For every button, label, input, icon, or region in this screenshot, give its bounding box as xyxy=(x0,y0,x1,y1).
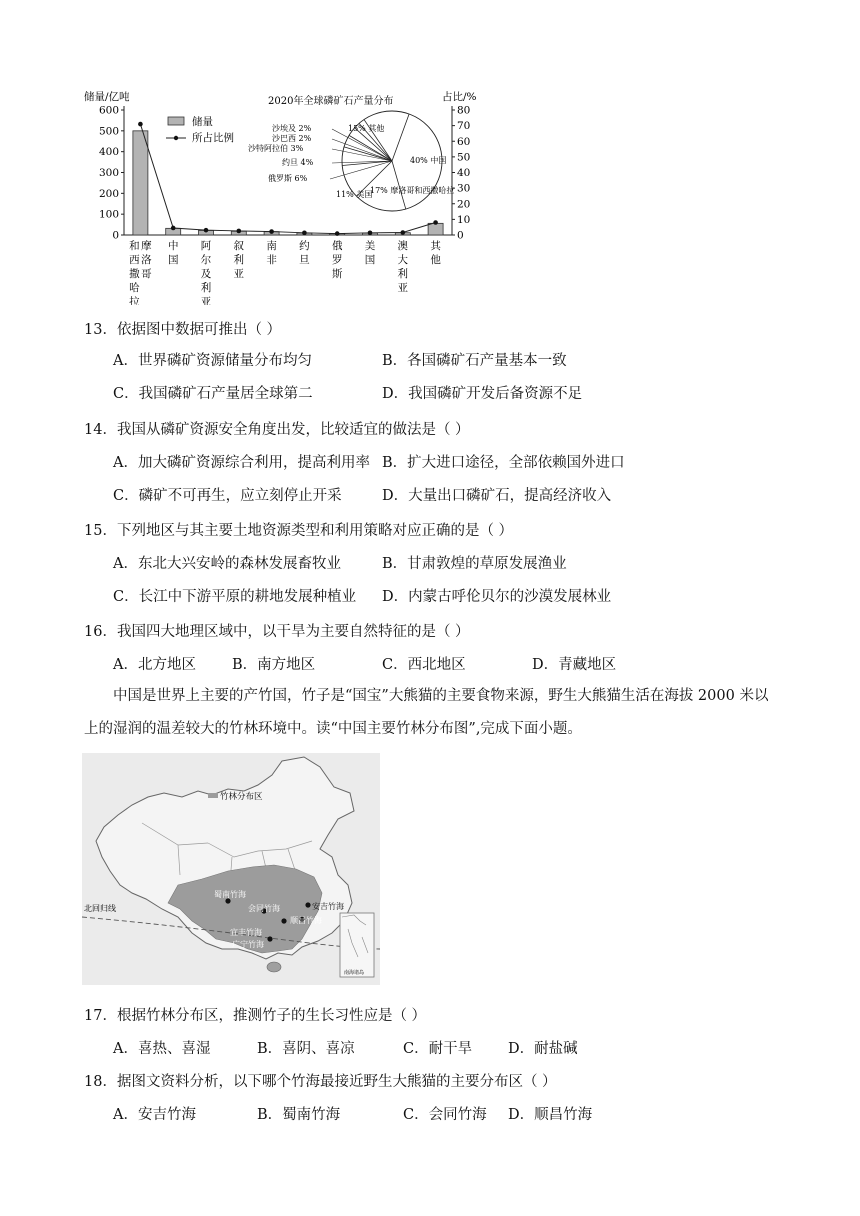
place-label-huitong: 会同竹海 xyxy=(248,904,280,913)
map-legend-swatch xyxy=(208,793,218,798)
question-17-stem: 17．根据竹林分布区，推测竹子的生长习性应是（ ） xyxy=(84,1008,427,1024)
category-label: 利 xyxy=(397,268,409,280)
question-14-option-c[interactable]: C．磷矿不可再生，应立刻停止开采 xyxy=(113,488,342,504)
y-axis-label: 储量/亿吨 xyxy=(84,91,130,103)
category-label: 阿 xyxy=(200,240,212,252)
ratio-point xyxy=(335,231,340,236)
question-14-stem: 14．我国从磷矿资源安全角度出发，比较适宜的做法是（ ） xyxy=(84,422,470,438)
legend-bar-label: 储量 xyxy=(192,116,213,128)
category-label: 国 xyxy=(364,254,376,266)
ratio-point xyxy=(204,228,209,233)
place-label-yifeng: 宜丰竹海 xyxy=(230,928,262,937)
y2-tick-label: 10 xyxy=(457,213,471,226)
question-15-option-a[interactable]: A．东北大兴安岭的森林发展畜牧业 xyxy=(113,556,341,572)
question-14-option-a[interactable]: A．加大磷矿资源综合利用，提高利用率 xyxy=(113,455,370,471)
question-15-option-b[interactable]: B．甘肃敦煌的草原发展渔业 xyxy=(382,556,567,572)
category-label: 南 xyxy=(266,240,277,252)
ratio-point xyxy=(269,229,274,234)
phosphate-chart xyxy=(80,85,500,305)
question-15-option-d[interactable]: D．内蒙古呼伦贝尔的沙漠发展林业 xyxy=(382,589,612,605)
pie-slice-label: 11% 美国 xyxy=(336,190,373,199)
place-label-shunchang: 顺昌竹海 xyxy=(290,916,322,925)
ratio-point xyxy=(138,122,143,127)
y2-tick-label: 60 xyxy=(457,135,471,148)
question-13-option-b[interactable]: B．各国磷矿石产量基本一致 xyxy=(382,353,567,369)
ratio-point xyxy=(302,231,307,236)
passage-line-1: 中国是世界上主要的产竹国，竹子是“国宝”大熊猫的主要食物来源，野生大熊猫生活在海拔 2000 米以 xyxy=(113,688,769,704)
y2-axis-label: 占比/% xyxy=(442,91,477,103)
question-16-option-c[interactable]: C．西北地区 xyxy=(382,657,466,673)
question-13-option-d[interactable]: D．我国磷矿开发后备资源不足 xyxy=(382,386,583,402)
question-14-option-d[interactable]: D．大量出口磷矿石，提高经济收入 xyxy=(382,488,612,504)
tropic-label: 北回归线 xyxy=(84,904,116,913)
y-tick-label: 200 xyxy=(98,187,119,200)
bamboo-distribution-map xyxy=(82,753,380,985)
question-14-option-b[interactable]: B．扩大进口途径，全部依赖国外进口 xyxy=(382,455,625,471)
pie-title: 2020年全球磷矿石产量分布 xyxy=(268,96,394,107)
question-17-option-c[interactable]: C．耐干旱 xyxy=(403,1041,473,1057)
y2-tick-label: 30 xyxy=(457,182,471,195)
category-label: 和 xyxy=(129,240,140,252)
category-label: 澳 xyxy=(397,240,409,252)
question-18-stem: 18．据图文资料分析，以下哪个竹海最接近野生大熊猫的主要分布区（ ） xyxy=(84,1074,557,1090)
question-18-option-c[interactable]: C．会同竹海 xyxy=(403,1107,487,1123)
category-label: 利 xyxy=(233,254,245,266)
category-label: 尔 xyxy=(200,254,212,266)
question-13-option-a[interactable]: A．世界磷矿资源储量分布均匀 xyxy=(113,353,312,369)
place-dot-yifeng xyxy=(281,918,286,923)
ratio-point xyxy=(171,226,176,231)
y2-tick-label: 20 xyxy=(457,198,471,211)
category-label: 非 xyxy=(266,254,277,266)
question-17-option-a[interactable]: A．喜热、喜湿 xyxy=(113,1041,211,1057)
y-tick-label: 500 xyxy=(98,125,119,138)
question-15-option-c[interactable]: C．长江中下游平原的耕地发展种植业 xyxy=(113,589,357,605)
question-16-stem: 16．我国四大地理区域中，以干旱为主要自然特征的是（ ） xyxy=(84,624,470,640)
place-dot-guangning xyxy=(267,936,272,941)
category-label: 亚 xyxy=(233,268,245,280)
reserve-bar xyxy=(133,131,148,235)
y2-tick-label: 50 xyxy=(457,151,471,164)
question-13-stem: 13．依据图中数据可推出（ ） xyxy=(84,322,282,338)
chart-legend xyxy=(166,115,234,144)
question-13-option-c[interactable]: C．我国磷矿石产量居全球第二 xyxy=(113,386,313,402)
y-tick-label: 300 xyxy=(98,167,119,179)
category-label: 亚 xyxy=(397,282,409,294)
pie-slice-label: 俄罗斯 6% xyxy=(268,174,308,183)
category-label: 罗 xyxy=(331,254,343,266)
passage-line-2: 上的湿润的温差较大的竹林环境中。读“中国主要竹林分布图”,完成下面小题。 xyxy=(84,721,582,737)
category-label: 利 xyxy=(200,282,212,294)
legend-line-label: 所占比例 xyxy=(192,132,234,144)
hainan-island xyxy=(267,962,281,972)
pie-slice-label: 沙埃及 2% xyxy=(272,124,312,133)
category-label: 亚 xyxy=(200,296,212,305)
category-label: 其 xyxy=(430,240,441,252)
pie-slice-label: 15% 其他 xyxy=(348,124,385,133)
ratio-point xyxy=(368,231,373,236)
y-tick-label: 100 xyxy=(98,208,119,221)
pie-slice-label: 40% 中国 xyxy=(410,156,447,165)
category-label: 拉 xyxy=(129,296,140,305)
south-sea-inset-frame xyxy=(340,913,374,977)
category-label: 叙 xyxy=(233,240,245,252)
place-dot-anji xyxy=(305,902,310,907)
legend-line-marker xyxy=(174,136,178,140)
category-label: 哥 xyxy=(141,268,152,280)
y-tick-label: 600 xyxy=(98,104,119,117)
y2-tick-label: 40 xyxy=(457,167,471,179)
y-tick-label: 400 xyxy=(98,146,119,159)
pie-slice-label: 沙巴西 2% xyxy=(272,134,312,143)
pie-slice-label: 17% 摩洛哥和西撒哈拉 xyxy=(370,186,455,195)
category-label: 哈 xyxy=(129,282,140,294)
question-16-option-a[interactable]: A．北方地区 xyxy=(113,657,196,673)
question-16-option-b[interactable]: B．南方地区 xyxy=(232,657,316,673)
place-dot-shunan xyxy=(225,898,230,903)
ratio-point xyxy=(401,230,406,235)
question-16-option-d[interactable]: D．青藏地区 xyxy=(532,657,617,673)
category-label: 俄 xyxy=(331,240,343,252)
category-label: 斯 xyxy=(331,268,343,280)
pie-slice-label: 约旦 4% xyxy=(282,158,314,167)
category-label: 旦 xyxy=(299,254,310,266)
map-svg xyxy=(82,753,380,985)
y2-tick-label: 0 xyxy=(457,229,464,242)
category-label: 摩 xyxy=(141,240,152,252)
y-tick-label: 0 xyxy=(112,229,119,242)
map-legend-label: 竹林分布区 xyxy=(220,792,263,802)
place-label-guangning: 广宁竹海 xyxy=(232,940,264,949)
question-18-option-a[interactable]: A．安吉竹海 xyxy=(113,1107,196,1123)
ratio-point xyxy=(237,229,242,234)
category-label: 中 xyxy=(167,240,179,252)
category-label: 美 xyxy=(364,240,376,252)
category-label: 西 xyxy=(129,254,140,266)
category-label: 大 xyxy=(397,254,409,266)
category-label: 他 xyxy=(430,254,441,266)
y2-tick-label: 70 xyxy=(457,120,471,133)
category-label: 洛 xyxy=(141,254,152,266)
chart-category-labels xyxy=(129,239,441,305)
category-label: 及 xyxy=(200,268,212,280)
question-17-option-d[interactable]: D．耐盐碱 xyxy=(508,1041,578,1057)
inset-pie-chart xyxy=(248,94,454,211)
place-label-anji: 安吉竹海 xyxy=(312,902,344,911)
question-18-option-b[interactable]: B．蜀南竹海 xyxy=(257,1107,341,1123)
south-sea-inset-label: 南海诸岛 xyxy=(344,970,365,976)
place-label-shunan: 蜀南竹海 xyxy=(214,890,246,899)
question-15-stem: 15．下列地区与其主要土地资源类型和利用策略对应正确的是（ ） xyxy=(84,523,514,539)
legend-bar-swatch xyxy=(168,117,184,125)
question-17-option-b[interactable]: B．喜阴、喜凉 xyxy=(257,1041,355,1057)
question-18-option-d[interactable]: D．顺昌竹海 xyxy=(508,1107,593,1123)
category-label: 约 xyxy=(299,240,310,252)
pie-slice-label: 沙特阿拉伯 3% xyxy=(248,144,304,153)
category-label: 撒 xyxy=(129,268,140,280)
ratio-point xyxy=(433,220,438,225)
reserve-bar xyxy=(428,223,443,235)
y2-tick-label: 80 xyxy=(457,104,471,117)
category-label: 国 xyxy=(167,254,179,266)
